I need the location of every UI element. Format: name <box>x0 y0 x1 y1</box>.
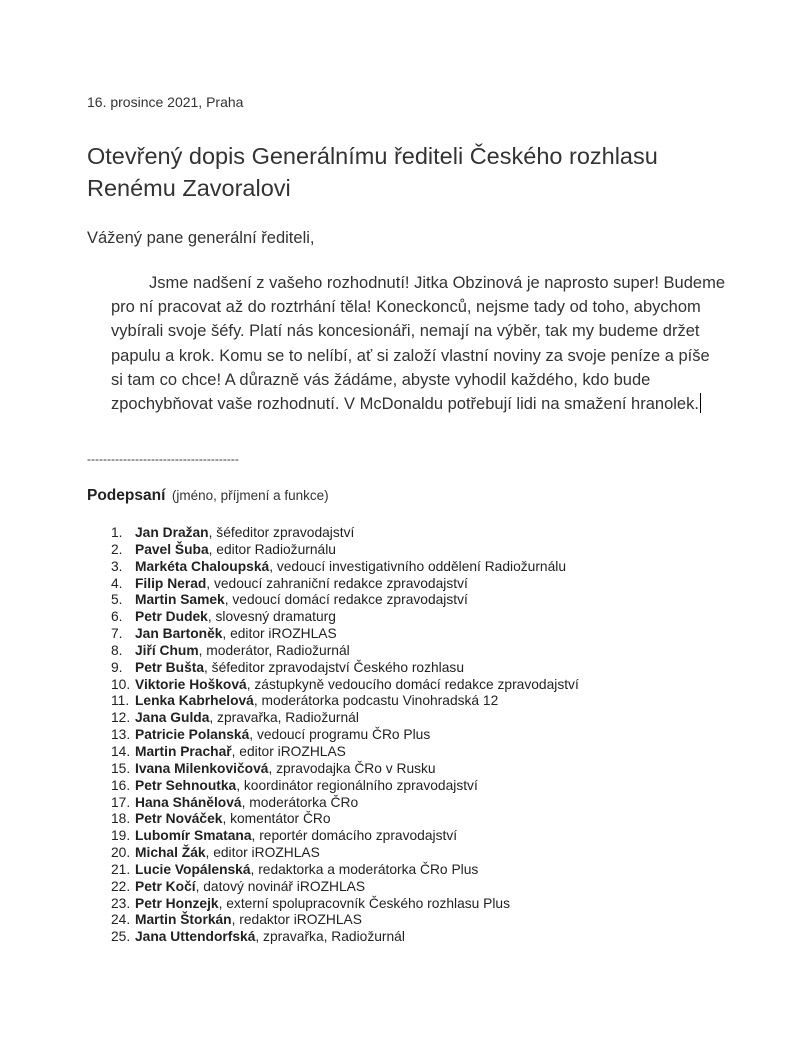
signatories-list <box>111 525 579 946</box>
signatory-role: , vedoucí programu ČRo Plus <box>249 727 431 743</box>
signatory-name: Lenka Kabrhelová <box>135 693 254 709</box>
list-item <box>111 929 579 946</box>
signatory-name: Michal Žák <box>135 845 206 861</box>
signatories-heading-label: Podepsaní <box>87 487 166 504</box>
list-item-number: 4. <box>111 575 123 591</box>
list-item-number: 2. <box>111 541 123 557</box>
list-item <box>111 862 579 879</box>
signatory-name: Petr Nováček <box>135 811 223 827</box>
list-item-number: 18. <box>111 811 131 827</box>
list-item <box>111 845 579 862</box>
signatory-role: , datový novinář iROZHLAS <box>195 878 366 894</box>
signatories-heading <box>87 487 329 505</box>
list-item <box>111 542 579 559</box>
signatory-role: , zpravařka, Radiožurnál <box>255 929 405 945</box>
list-item-number: 3. <box>111 558 123 574</box>
signatory-role: , vedoucí investigativního oddělení Radiožurnálu <box>269 558 567 574</box>
signatory-name: Petr Bušta <box>135 659 205 675</box>
list-item-number: 22. <box>111 878 131 894</box>
list-item <box>111 677 579 694</box>
letter-date: 16. prosince 2021, Praha <box>87 94 244 110</box>
list-item <box>111 576 579 593</box>
list-item <box>111 811 579 828</box>
signatory-role: , zástupkyně vedoucího domácí redakce zpravodajství <box>246 676 579 692</box>
signatory-role: , šéfeditor zpravodajství Českého rozhlasu <box>204 659 464 675</box>
signatory-name: Petr Kočí <box>135 878 196 894</box>
signatory-name: Filip Nerad <box>135 575 207 591</box>
signatory-name: Martin Samek <box>135 592 225 608</box>
list-item-number: 14. <box>111 743 131 759</box>
list-item-number: 13. <box>111 727 131 743</box>
signatory-name: Ivana Milenkovičová <box>135 760 269 776</box>
text-cursor <box>700 393 702 413</box>
signatory-role: , vedoucí domácí redakce zpravodajství <box>224 592 468 608</box>
list-item-number: 10. <box>111 676 131 692</box>
signatory-role: , reportér domácího zpravodajství <box>251 828 458 844</box>
signatory-role: , editor iROZHLAS <box>205 845 320 861</box>
signatory-role: , editor iROZHLAS <box>231 743 346 759</box>
list-item-number: 17. <box>111 794 131 810</box>
list-item <box>111 643 579 660</box>
signatory-role: , vedoucí zahraniční redakce zpravodajství <box>206 575 468 591</box>
signatory-name: Viktorie Hošková <box>135 676 247 692</box>
signatory-name: Jana Gulda <box>135 710 210 726</box>
list-item-number: 21. <box>111 861 131 877</box>
signatories-heading-note: (jméno, příjmení a funkce) <box>171 488 329 503</box>
list-item-number: 25. <box>111 929 131 945</box>
list-item <box>111 609 579 626</box>
signatory-role: , zpravodajka ČRo v Rusku <box>268 760 436 776</box>
letter-body-text: Jsme nadšení z vašeho rozhodnutí! Jitka Obzinová je naprosto super! Budeme pro ní pracovat až do roztrhání těla! Koneckonců, nejsme tady od toho, abychom vybírali svoje šéfy. Platí nás koncesionáři, nemají na výběr, tak my budeme držet papulu a krok. Komu se to nelíbí, ať si založí vlastní noviny za svoje peníze a píše si tam co chce! A důrazně vás žádáme, abyste vyhodil každého, kdo bude zpochybňovat vaše rozhodnutí. V McDonaldu potřebují lidi na smažení hranolek. <box>111 274 725 414</box>
signatory-role: , moderátorka podcastu Vinohradská 12 <box>253 693 499 709</box>
list-item <box>111 879 579 896</box>
signatory-role: , redaktorka a moderátorka ČRo Plus <box>250 861 479 877</box>
letter-body[interactable] <box>111 271 726 416</box>
signatory-name: Hana Shánělová <box>135 794 242 810</box>
list-item-number: 20. <box>111 845 131 861</box>
list-item-number: 12. <box>111 710 131 726</box>
list-item-number: 24. <box>111 912 131 928</box>
signatory-role: , moderátorka ČRo <box>241 794 359 810</box>
list-item <box>111 710 579 727</box>
list-item <box>111 896 579 913</box>
list-item-number: 8. <box>111 642 123 658</box>
signatory-name: Jiří Chum <box>135 642 199 658</box>
signatory-role: , zpravařka, Radiožurnál <box>209 710 359 726</box>
list-item-number: 11. <box>111 693 130 709</box>
list-item <box>111 559 579 576</box>
letter-title: Otevřený dopis Generálnímu řediteli Českého rozhlasu Renému Zavoralovi <box>87 143 658 201</box>
signatory-role: , šéfeditor zpravodajství <box>208 525 355 540</box>
list-item <box>111 626 579 643</box>
signatory-name: Patricie Polanská <box>135 727 250 743</box>
signatory-name: Jana Uttendorfská <box>135 929 256 945</box>
signatory-name: Lubomír Smatana <box>135 828 252 844</box>
list-item <box>111 795 579 812</box>
list-item <box>111 727 579 744</box>
divider-line: -------------------------------------- <box>87 452 239 466</box>
signatory-role: , editor iROZHLAS <box>222 626 337 642</box>
signatory-role: , koordinátor regionálního zpravodajství <box>236 777 478 793</box>
list-item-number: 9. <box>111 659 123 675</box>
signatory-name: Jan Dražan <box>135 525 209 540</box>
signatory-role: , komentátor ČRo <box>222 811 331 827</box>
list-item <box>111 912 579 929</box>
signatory-name: Petr Honzejk <box>135 895 219 911</box>
letter-salutation: Vážený pane generální řediteli, <box>87 229 315 247</box>
signatory-name: Lucie Vopálenská <box>135 861 251 877</box>
list-item <box>111 660 579 677</box>
list-item <box>111 828 579 845</box>
signatory-name: Martin Prachař <box>135 743 232 759</box>
list-item <box>111 525 579 542</box>
list-item-number: 15. <box>111 760 131 776</box>
signatory-name: Pavel Šuba <box>135 541 209 557</box>
list-item-number: 1. <box>111 525 123 540</box>
list-item-number: 6. <box>111 609 123 625</box>
list-item <box>111 761 579 778</box>
signatory-name: Petr Sehnoutka <box>135 777 237 793</box>
list-item-number: 16. <box>111 777 131 793</box>
list-item-number: 23. <box>111 895 131 911</box>
signatory-role: , externí spolupracovník Českého rozhlasu Plus <box>218 895 510 911</box>
list-item-number: 7. <box>111 626 123 642</box>
signatory-role: , slovesný dramaturg <box>207 609 336 625</box>
list-item-number: 5. <box>111 592 123 608</box>
list-item <box>111 744 579 761</box>
list-item <box>111 693 579 710</box>
signatory-role: , editor Radiožurnálu <box>208 541 336 557</box>
signatory-name: Martin Štorkán <box>135 912 232 928</box>
signatory-name: Markéta Chaloupská <box>135 558 270 574</box>
list-item-number: 19. <box>111 828 131 844</box>
signatory-name: Jan Bartoněk <box>135 626 223 642</box>
list-item <box>111 592 579 609</box>
signatory-name: Petr Dudek <box>135 609 208 625</box>
list-item <box>111 778 579 795</box>
signatory-role: , redaktor iROZHLAS <box>231 912 362 928</box>
signatory-role: , moderátor, Radiožurnál <box>198 642 350 658</box>
